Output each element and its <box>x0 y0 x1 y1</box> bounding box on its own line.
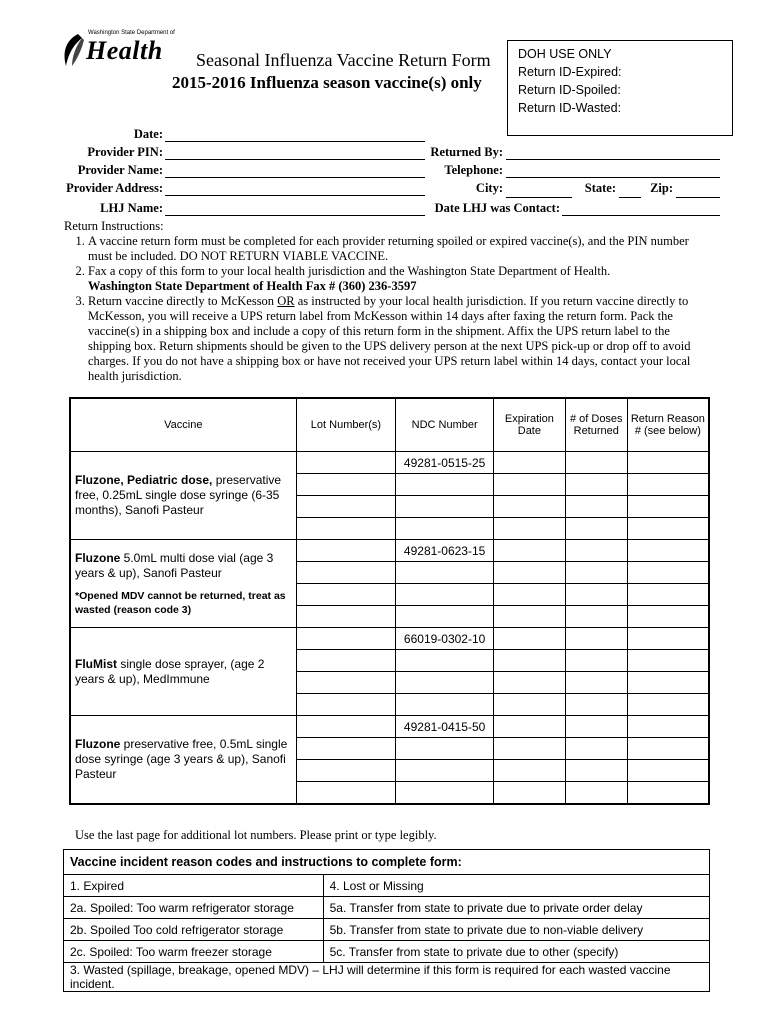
code-cell: 2b. Spoiled Too cold refrigerator storage <box>64 919 324 941</box>
doses-cell[interactable] <box>565 738 627 760</box>
reason-cell[interactable] <box>627 474 709 496</box>
doses-cell[interactable] <box>565 496 627 518</box>
doses-cell[interactable] <box>565 452 627 474</box>
returned-by-field[interactable] <box>506 159 720 160</box>
ndc-cell <box>396 738 494 760</box>
form-title: Seasonal Influenza Vaccine Return Form <box>196 50 491 70</box>
vaccine-name-bold: Fluzone, Pediatric dose, <box>75 473 213 487</box>
reason-codes-table <box>63 849 710 992</box>
instruction-item-3-a: Return vaccine directly to McKesson <box>88 294 278 308</box>
doh-box-title: DOH USE ONLY <box>518 47 612 61</box>
lot-number-cell[interactable] <box>296 694 396 716</box>
code-cell: 1. Expired <box>64 875 324 897</box>
doh-use-only-box <box>507 40 733 136</box>
lhj-name-label: LHJ Name: <box>100 201 163 215</box>
expiration-cell[interactable] <box>493 562 565 584</box>
lot-number-cell[interactable] <box>296 628 396 650</box>
col-doses-returned: # of Doses Returned <box>565 398 627 452</box>
lot-number-cell[interactable] <box>296 760 396 782</box>
telephone-field[interactable] <box>506 177 720 178</box>
reason-cell[interactable] <box>627 540 709 562</box>
instruction-item-2 <box>88 264 704 294</box>
expiration-cell[interactable] <box>493 452 565 474</box>
zip-label: Zip: <box>650 181 673 195</box>
lot-number-cell[interactable] <box>296 496 396 518</box>
return-instructions <box>64 219 704 384</box>
expiration-cell[interactable] <box>493 694 565 716</box>
provider-address-field[interactable] <box>165 195 425 196</box>
ndc-cell: 49281-0515-25 <box>396 452 494 474</box>
code-row <box>64 897 710 919</box>
code-cell: 5c. Transfer from state to private due to other (specify) <box>323 941 709 963</box>
return-id-expired: Return ID-Expired: <box>518 65 622 79</box>
expiration-cell[interactable] <box>493 540 565 562</box>
code-row-wasted <box>64 963 710 992</box>
expiration-cell[interactable] <box>493 518 565 540</box>
expiration-cell[interactable] <box>493 760 565 782</box>
city-label: City: <box>475 181 503 195</box>
col-expiration-date: Expiration Date <box>493 398 565 452</box>
vaccine-name-cell <box>70 452 296 540</box>
vaccine-name-bold: FluMist <box>75 656 117 671</box>
codes-title: Vaccine incident reason codes and instructions to complete form: <box>64 850 710 875</box>
return-id-spoiled: Return ID-Spoiled: <box>518 83 621 97</box>
form-subtitle: 2015-2016 Influenza season vaccine(s) only <box>172 73 482 92</box>
vaccine-name-bold: Fluzone <box>75 550 121 565</box>
instruction-item-3 <box>88 294 704 384</box>
provider-address-label: Provider Address: <box>66 181 163 195</box>
doh-logo <box>60 28 175 68</box>
ndc-cell <box>396 474 494 496</box>
ndc-cell <box>396 672 494 694</box>
zip-field[interactable] <box>676 197 720 198</box>
vaccine-name-detail: 5.0mL multi dose vial (age 3 years & up), Sanofi Pasteur <box>75 550 274 580</box>
code-cell-wasted: 3. Wasted (spillage, breakage, opened MDV) – LHJ will determine if this form is required for each wasted vaccine incident. <box>64 963 710 992</box>
vaccine-name-detail: preservative free, 0.5mL single dose syringe (age 3 years & up), Sanofi Pasteur <box>75 737 288 781</box>
col-return-reason: Return Reason # (see below) <box>627 398 709 452</box>
returned-by-label: Returned By: <box>430 145 503 159</box>
city-field[interactable] <box>506 197 572 198</box>
expiration-cell[interactable] <box>493 738 565 760</box>
code-cell: 5b. Transfer from state to private due to non-viable delivery <box>323 919 709 941</box>
code-cell: 4. Lost or Missing <box>323 875 709 897</box>
doses-cell[interactable] <box>565 518 627 540</box>
vaccine-name-bold: Fluzone <box>75 737 121 751</box>
date-lhj-field[interactable] <box>562 215 720 216</box>
vaccine-name-cell <box>70 628 296 716</box>
instruction-item-3-b: as instructed by your local health jurisdiction. If you return vaccine directly to McKesson, you will receive a UPS return label from McKesson within 14 days after faxing the return form. Pack the vaccine(s) in a shipping box and include a copy of this return form in the shipment. Affix the UPS return label to the shipping box. Return shipments should be given to the UPS delivery person at the next UPS pick-up or drop off to avoid charges. If you do not have a shipping box or have not received your UPS return label within 14 days, contact your local health jurisdiction. <box>88 294 691 383</box>
instruction-item-2-text: Fax a copy of this form to your local health jurisdiction and the Washington State Department of Health. <box>88 264 611 278</box>
reason-cell[interactable] <box>627 672 709 694</box>
ndc-cell: 66019-0302-10 <box>396 628 494 650</box>
reason-cell[interactable] <box>627 606 709 628</box>
reason-cell[interactable] <box>627 452 709 474</box>
code-cell: 2c. Spoiled: Too warm freezer storage <box>64 941 324 963</box>
table-row <box>70 540 709 562</box>
expiration-cell[interactable] <box>493 716 565 738</box>
code-row <box>64 941 710 963</box>
lot-number-cell[interactable] <box>296 474 396 496</box>
expiration-cell[interactable] <box>493 628 565 650</box>
vaccine-name-detail: single dose sprayer, (age 2 years & up), MedImmune <box>75 656 265 686</box>
reason-cell[interactable] <box>627 694 709 716</box>
ndc-cell <box>396 562 494 584</box>
leaf-logo-icon <box>60 32 86 68</box>
footnote: Use the last page for additional lot numbers. Please print or type legibly. <box>75 828 437 842</box>
ndc-cell <box>396 650 494 672</box>
reason-cell[interactable] <box>627 496 709 518</box>
logo-subtitle: Washington State Department of <box>88 30 175 36</box>
lot-number-cell[interactable] <box>296 716 396 738</box>
ndc-cell <box>396 782 494 805</box>
date-label: Date: <box>133 127 163 141</box>
doses-cell[interactable] <box>565 672 627 694</box>
table-row <box>70 628 709 650</box>
ndc-cell <box>396 496 494 518</box>
lot-number-cell[interactable] <box>296 782 396 805</box>
ndc-cell <box>396 518 494 540</box>
instruction-or: OR <box>277 294 295 308</box>
date-field[interactable] <box>165 141 425 142</box>
provider-pin-field[interactable] <box>165 159 425 160</box>
reason-cell[interactable] <box>627 518 709 540</box>
vaccine-name-detail: preservative free, 0.25mL single dose syringe (6-35 months), Sanofi Pasteur <box>75 473 282 517</box>
doses-cell[interactable] <box>565 716 627 738</box>
return-id-wasted: Return ID-Wasted: <box>518 101 622 115</box>
table-header-row <box>70 398 709 452</box>
col-vaccine: Vaccine <box>70 398 296 452</box>
instructions-heading: Return Instructions: <box>64 219 164 233</box>
doses-cell[interactable] <box>565 782 627 805</box>
reason-cell[interactable] <box>627 716 709 738</box>
lot-number-cell[interactable] <box>296 672 396 694</box>
lot-number-cell[interactable] <box>296 518 396 540</box>
provider-name-label: Provider Name: <box>77 163 163 177</box>
lot-number-cell[interactable] <box>296 540 396 562</box>
doses-cell[interactable] <box>565 628 627 650</box>
expiration-cell[interactable] <box>493 672 565 694</box>
codes-header-row <box>64 850 710 875</box>
expiration-cell[interactable] <box>493 606 565 628</box>
doses-cell[interactable] <box>565 760 627 782</box>
lot-number-cell[interactable] <box>296 584 396 606</box>
expiration-cell[interactable] <box>493 782 565 805</box>
code-cell: 2a. Spoiled: Too warm refrigerator storage <box>64 897 324 919</box>
reason-cell[interactable] <box>627 628 709 650</box>
code-row <box>64 875 710 897</box>
telephone-label: Telephone: <box>444 163 503 177</box>
lot-number-cell[interactable] <box>296 562 396 584</box>
reason-cell[interactable] <box>627 584 709 606</box>
vaccine-return-table <box>69 397 710 805</box>
instruction-item-1: 1. A vaccine return form must be completed for each provider returning spoiled or expired vaccine(s), and the PIN number must be included. DO NOT RETURN VIABLE VACCINE. <box>88 234 704 264</box>
reason-cell[interactable] <box>627 782 709 805</box>
ndc-cell <box>396 606 494 628</box>
expiration-cell[interactable] <box>493 474 565 496</box>
ndc-cell <box>396 584 494 606</box>
code-cell: 5a. Transfer from state to private due to private order delay <box>323 897 709 919</box>
table-row <box>70 452 709 474</box>
doses-cell[interactable] <box>565 562 627 584</box>
ndc-cell: 49281-0415-50 <box>396 716 494 738</box>
doses-cell[interactable] <box>565 606 627 628</box>
date-lhj-label: Date LHJ was Contact: <box>434 201 560 215</box>
vaccine-name-cell <box>70 716 296 805</box>
code-row <box>64 919 710 941</box>
table-row <box>70 716 709 738</box>
lot-number-cell[interactable] <box>296 738 396 760</box>
reason-cell[interactable] <box>627 760 709 782</box>
vaccine-name-cell <box>70 540 296 628</box>
lot-number-cell[interactable] <box>296 650 396 672</box>
reason-cell[interactable] <box>627 562 709 584</box>
reason-cell[interactable] <box>627 650 709 672</box>
reason-cell[interactable] <box>627 738 709 760</box>
expiration-cell[interactable] <box>493 496 565 518</box>
doses-cell[interactable] <box>565 474 627 496</box>
state-field[interactable] <box>619 197 641 198</box>
doses-cell[interactable] <box>565 650 627 672</box>
logo-title: Health <box>86 36 163 65</box>
provider-pin-label: Provider PIN: <box>87 145 163 159</box>
doses-cell[interactable] <box>565 540 627 562</box>
col-lot-number: Lot Number(s) <box>296 398 396 452</box>
lhj-name-field[interactable] <box>165 215 425 216</box>
expiration-cell[interactable] <box>493 584 565 606</box>
provider-name-field[interactable] <box>165 177 425 178</box>
lot-number-cell[interactable] <box>296 452 396 474</box>
col-ndc-number: NDC Number <box>396 398 494 452</box>
ndc-cell: 49281-0623-15 <box>396 540 494 562</box>
expiration-cell[interactable] <box>493 650 565 672</box>
doh-fax-number: Washington State Department of Health Fax # (360) 236-3597 <box>88 279 417 293</box>
state-label: State: <box>584 181 616 195</box>
doses-cell[interactable] <box>565 694 627 716</box>
ndc-cell <box>396 760 494 782</box>
lot-number-cell[interactable] <box>296 606 396 628</box>
doses-cell[interactable] <box>565 584 627 606</box>
ndc-cell <box>396 694 494 716</box>
vaccine-note: *Opened MDV cannot be returned, treat as wasted (reason code 3) <box>75 589 286 616</box>
